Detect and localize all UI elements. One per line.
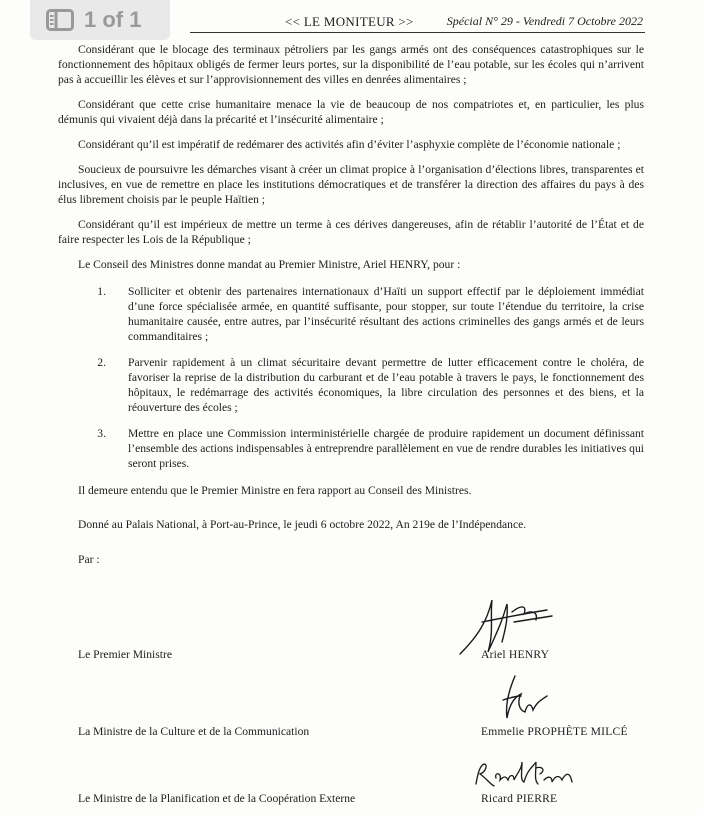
- signature-prophete-milce: [495, 672, 565, 722]
- list-item: [58, 426, 644, 471]
- document-header: [0, 14, 703, 34]
- signatory-name: Ariel HENRY: [481, 648, 550, 661]
- list-text: Solliciter et obtenir des partenaires internationaux d’Haïti un support effectif par le déploiement immédiat d’une force spécialisée armée, en quantité suffisante, pour stopper, sur toute l’étendue du territoire, la crise humanitaire causée, entre autres, par l’insécurité résultant des actions criminelles des gangs armés et de leurs commanditaires ;: [128, 285, 644, 343]
- paragraph: Soucieux de poursuivre les démarches visant à créer un climat propice à l’organisation d’élections libres, transparentes et inclusives, en vue de remettre en place les institutions démocratiques et de transférer la direction des affaires du pays à des élus librement choisis par le peuple Haïtien ;: [58, 163, 644, 206]
- signatory-title: Le Ministre de la Planification et de la Coopération Externe: [78, 792, 356, 805]
- header-rule: [190, 32, 645, 33]
- signature-pierre: [470, 758, 580, 794]
- issue-info: Spécial N° 29 - Vendredi 7 Octobre 2022: [446, 14, 643, 28]
- given-at: Donné au Palais National, à Port-au-Prince, le jeudi 6 octobre 2022, An 219e de l’Indépendance.: [78, 518, 527, 531]
- paragraph: Considérant qu’il est impératif de redémarer des activités afin d’éviter l’asphyxie complète de l’économie nationale ;: [78, 138, 621, 151]
- par-label: Par :: [78, 553, 100, 566]
- paragraph: Considérant que cette crise humanitaire menace la vie de beaucoup de nos compatriotes et, en particulier, les plus démunis qui vivaient déjà dans la précarité et l’insécurité alimentaire ;: [58, 98, 644, 126]
- list-item: [58, 355, 644, 415]
- list-number: 1.: [97, 285, 106, 298]
- signatory-name: Emmelie PROPHÈTE MILCÉ: [481, 725, 628, 738]
- document-body: [58, 42, 644, 567]
- mandate-list: [58, 284, 644, 471]
- list-item: [58, 284, 644, 344]
- paragraph: Considérant que le blocage des terminaux pétroliers par les gangs armés ont des conséquences catastrophiques sur le fonctionnement des hôpitaux obligés de fermer leurs portes, sur la disponibilité de l’eau potable, sur les écoles qui n’arrivent pas à accueillir les élèves et sur l’approvisionnement des villes en denrées alimentaires ;: [58, 43, 644, 86]
- mandate-intro: Le Conseil des Ministres donne mandat au Premier Ministre, Ariel HENRY, pour :: [78, 258, 461, 271]
- signatory-title: La Ministre de la Culture et de la Communication: [78, 725, 310, 738]
- list-number: 3.: [97, 427, 106, 440]
- page-indicator-label: 1 of 1: [84, 7, 142, 32]
- list-number: 2.: [97, 356, 106, 369]
- list-text: Parvenir rapidement à un climat sécuritaire devant permettre de lutter efficacement contre le choléra, de favoriser la reprise de la distribution du carburant et de l’eau potable à travers le pays, le fonctionnement des hôpitaux, le redémarrage des activités économiques, la libre circulation des personnes et des biens, et la réouverture des écoles ;: [128, 356, 644, 414]
- closing-statement: Il demeure entendu que le Premier Ministre en fera rapport au Conseil des Ministres.: [78, 484, 472, 497]
- signatory-title: Le Premier Ministre: [78, 648, 173, 661]
- publication-title: << LE MONITEUR >>: [285, 14, 414, 29]
- list-text: Mettre en place une Commission interministérielle chargée de produire rapidement un document définissant l’ensemble des actions indispensables à entreprendre parallèlement en vue de rendre durables les initiatives qui seront prises.: [128, 427, 644, 470]
- paragraph: Considérant qu’il est impérieux de mettre un terme à ces dérives dangereuses, afin de rétablir l’autorité de l’État et de faire respecter les Lois de la République ;: [58, 218, 644, 246]
- signatory-name: Ricard PIERRE: [481, 792, 558, 805]
